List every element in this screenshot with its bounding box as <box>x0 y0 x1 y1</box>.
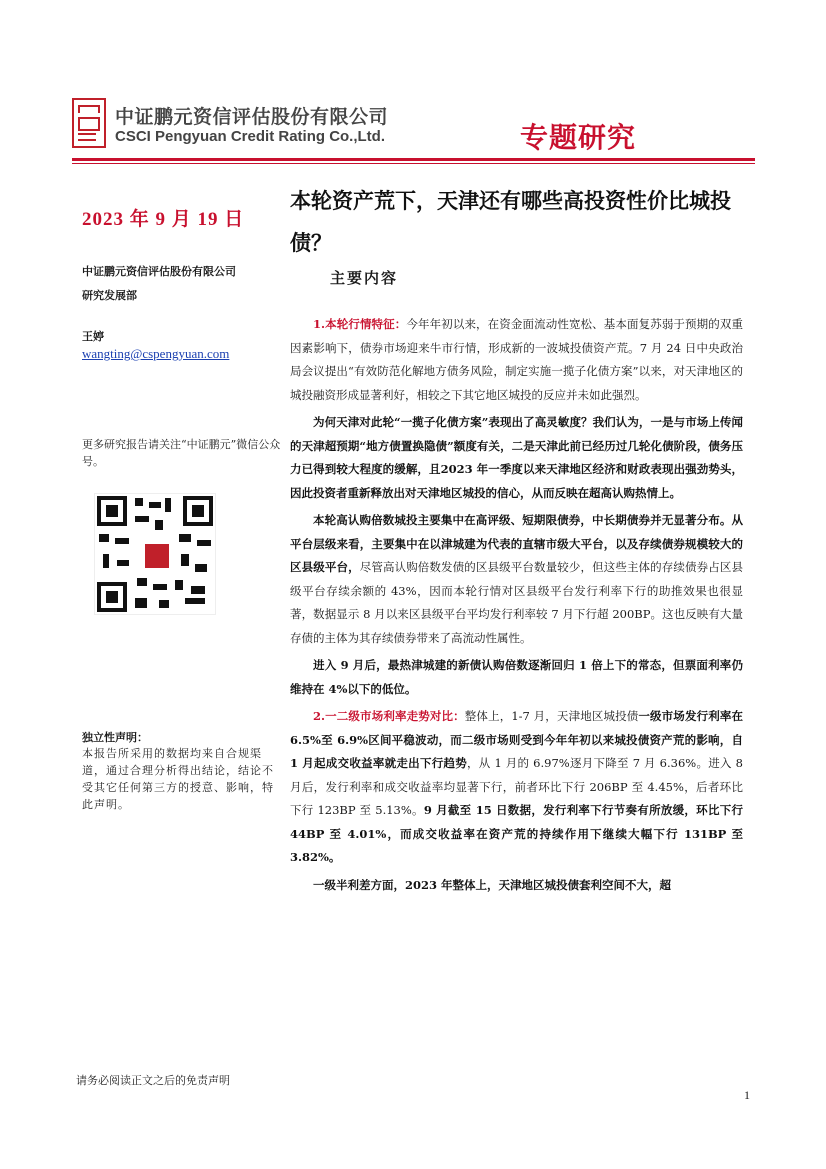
paragraph-6 <box>290 874 743 898</box>
wechat-qr-code <box>94 493 216 615</box>
paragraph-3 <box>290 509 743 650</box>
paragraph-1 <box>290 313 743 407</box>
author-name: 王婷 <box>82 330 104 343</box>
paragraph-4-text: 进入 9 月后，最热津城建的新债认购倍数逐渐回归 1 倍上下的常态，但票面利率仍维持在 4%以下的低位。 <box>290 658 743 696</box>
paragraph-5-mid: ，从 1 月的 6.97%逐月下降至 7 月 6.36%。进入 8 月后，发行利率和成交收益率均显著下行，前者环比下行 206BP 至 4.45%，后者环比下行 123BP 至 5.13%。 <box>290 756 743 817</box>
disclaimer-body: 本报告所采用的数据均来自合规渠道，通过合理分析得出结论，结论不受其它任何第三方的授意、影响，特此声明。 <box>82 747 274 811</box>
header-divider-thin <box>72 163 755 164</box>
paragraph-3-bold: 本轮高认购倍数城投主要集中在高评级、短期限债券，中长期债券并无显著分布。从平台层级来看，主要集中在以津城建为代表的直辖市级大平台，以及存续债券规模较大的区县级平台， <box>290 513 743 574</box>
footer-disclaimer-note: 请务必阅读正文之后的免责声明 <box>76 1074 230 1087</box>
company-name-cn: 中证鹏元资信评估股份有限公司 <box>115 106 389 128</box>
company-name-en: CSCI Pengyuan Credit Rating Co.,Ltd. <box>115 128 386 145</box>
section-heading: 主要内容 <box>330 269 399 287</box>
paragraph-5-bold-2: 9 月截至 15 日数据，发行利率下行节奏有所放缓，环比下行 44BP 至 4.01%，而成交收益率在资产荒的持续作用下继续大幅下行 131BP 至 3.82%。 <box>290 803 744 864</box>
company-logo-icon <box>72 98 106 148</box>
qr-finder-top-right <box>183 496 213 526</box>
qr-center-logo-icon <box>143 542 171 570</box>
report-date: 2023 年 9 月 19 日 <box>82 209 245 230</box>
paragraph-5-label: 2.一二级市场利率走势对比： <box>313 709 465 723</box>
page-number: 1 <box>744 1088 750 1102</box>
report-title: 本轮资产荒下，天津还有哪些高投资性价比城投债？ <box>290 189 731 255</box>
paragraph-4 <box>290 654 743 701</box>
author-dept: 研究发展部 <box>82 289 137 302</box>
paragraph-2 <box>290 411 743 505</box>
disclaimer-title: 独立性声明： <box>82 731 148 744</box>
qr-finder-bottom-left <box>97 582 127 612</box>
paragraph-5-bold-1: 一级市场发行利率在 6.5%至 6.9%区间平稳波动，而二级市场则受到今年年初以来城投债资产荒的影响，自 1 月起成交收益率就走出下行趋势 <box>290 709 743 770</box>
report-body <box>290 313 743 901</box>
paragraph-3-text: 尽管高认购倍数发债的区县级平台数量较少，但这些主体的存续债券占区县级平台存续余额的 43%，因而本轮行情对区县级平台发行利率下行的助推效果也很显著，数据显示 8 月以来区县级平台平均发行利率较 7 月下行超 200BP。这也反映有大量存债的主体为其存续债券带来了高流动性属性。 <box>290 560 744 645</box>
report-type-label: 专题研究 <box>520 121 637 154</box>
header-divider <box>72 158 755 161</box>
qr-finder-top-left <box>97 496 127 526</box>
paragraph-1-text: 今年年初以来，在资金面流动性宽松、基本面复苏弱于预期的双重因素影响下，债券市场迎来牛市行情，形成新的一波城投债资产荒。7 月 24 日中央政治局会议提出“有效防范化解地方债务风险，制定实施一揽子化债方案”以来，对天津地区的城投融资形成显著利好，相较之下其它地区城投的反应并未如此强烈。 <box>290 317 743 402</box>
paragraph-1-label: 1.本轮行情特征： <box>313 317 407 331</box>
paragraph-5-lead: 整体上，1-7 月，天津地区城投债 <box>464 709 639 723</box>
wechat-note: 更多研究报告请关注“中证鹏元”微信公众号。 <box>82 438 281 468</box>
author-org: 中证鹏元资信评估股份有限公司 <box>82 265 236 278</box>
paragraph-2-text: 为何天津对此轮“一揽子化债方案”表现出了高灵敏度？我们认为，一是与市场上传闻的天津超预期“地方债置换隐债”额度有关，二是天津此前已经历过几轮化债阶段，债务压力已得到较大程度的缓解，且2023 年一季度以来天津地区经济和财政表现出强劲势头，因此投资者重新释放出对天津地区城投的信心，从而反映在超高认购热情上。 <box>290 415 743 500</box>
paragraph-6-text: 一级半利差方面，2023 年整体上，天津地区城投债套利空间不大，超 <box>313 877 672 892</box>
author-email-link[interactable]: wangting@cspengyuan.com <box>82 346 230 361</box>
paragraph-5 <box>290 705 743 870</box>
